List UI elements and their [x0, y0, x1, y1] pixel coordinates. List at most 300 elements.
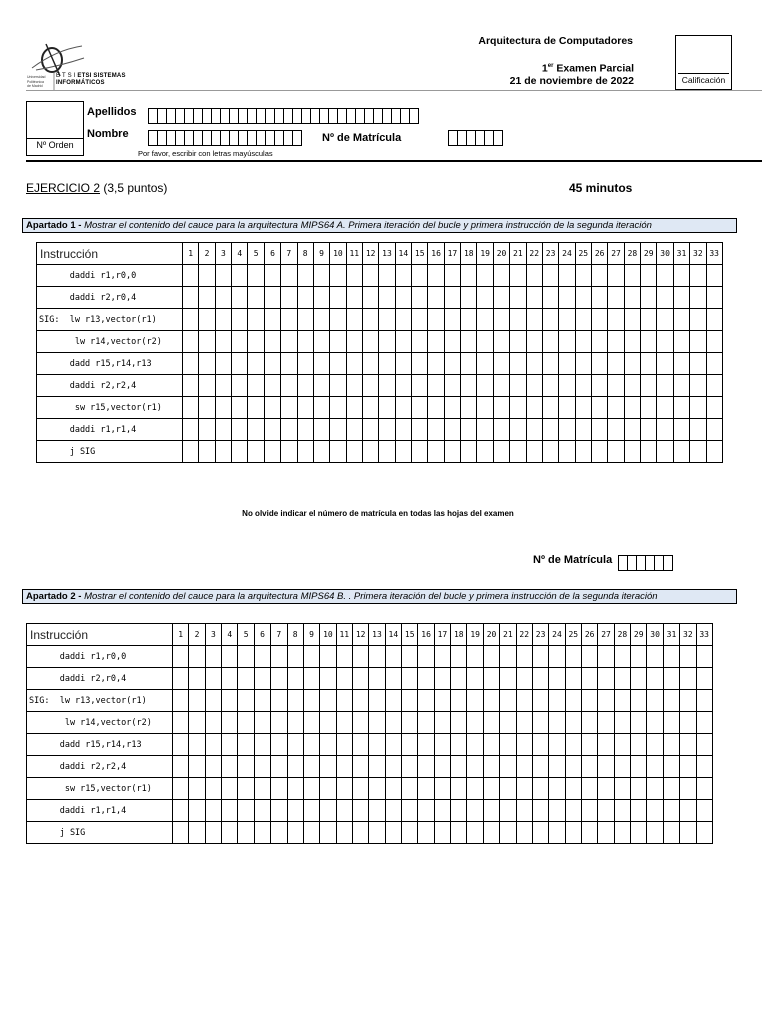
stage-cell[interactable] [608, 419, 624, 441]
stage-cell[interactable] [271, 734, 287, 756]
stage-cell[interactable] [385, 822, 401, 844]
stage-cell[interactable] [624, 287, 640, 309]
stage-cell[interactable] [248, 419, 264, 441]
stage-cell[interactable] [500, 800, 516, 822]
stage-cell[interactable] [232, 331, 248, 353]
stage-cell[interactable] [663, 712, 679, 734]
stage-cell[interactable] [199, 265, 215, 287]
stage-cell[interactable] [173, 800, 189, 822]
stage-cell[interactable] [330, 265, 346, 287]
stage-cell[interactable] [320, 800, 336, 822]
stage-cell[interactable] [238, 778, 254, 800]
stage-cell[interactable] [362, 309, 378, 331]
letter-cell[interactable] [663, 555, 673, 571]
stage-cell[interactable] [254, 756, 270, 778]
stage-cell[interactable] [696, 778, 712, 800]
stage-cell[interactable] [428, 419, 444, 441]
stage-cell[interactable] [641, 419, 657, 441]
stage-cell[interactable] [516, 778, 532, 800]
stage-cell[interactable] [706, 375, 722, 397]
stage-cell[interactable] [467, 822, 483, 844]
stage-cell[interactable] [657, 331, 673, 353]
stage-cell[interactable] [680, 778, 696, 800]
stage-cell[interactable] [254, 734, 270, 756]
stage-cell[interactable] [690, 441, 706, 463]
stage-cell[interactable] [444, 287, 460, 309]
stage-cell[interactable] [500, 668, 516, 690]
stage-cell[interactable] [657, 419, 673, 441]
stage-cell[interactable] [232, 441, 248, 463]
stage-cell[interactable] [222, 734, 238, 756]
stage-cell[interactable] [598, 734, 614, 756]
stage-cell[interactable] [402, 734, 418, 756]
stage-cell[interactable] [510, 331, 526, 353]
stage-cell[interactable] [516, 668, 532, 690]
stage-cell[interactable] [673, 441, 689, 463]
stage-cell[interactable] [287, 778, 303, 800]
stage-cell[interactable] [647, 646, 663, 668]
stage-cell[interactable] [412, 419, 428, 441]
stage-cell[interactable] [549, 734, 565, 756]
stage-cell[interactable] [248, 265, 264, 287]
stage-cell[interactable] [434, 756, 450, 778]
stage-cell[interactable] [532, 756, 548, 778]
stage-cell[interactable] [516, 822, 532, 844]
stage-cell[interactable] [690, 331, 706, 353]
stage-cell[interactable] [320, 712, 336, 734]
stage-cell[interactable] [418, 778, 434, 800]
stage-cell[interactable] [369, 822, 385, 844]
stage-cell[interactable] [565, 668, 581, 690]
stage-cell[interactable] [631, 690, 647, 712]
stage-cell[interactable] [614, 734, 630, 756]
stage-cell[interactable] [271, 778, 287, 800]
stage-cell[interactable] [706, 397, 722, 419]
stage-cell[interactable] [352, 756, 368, 778]
stage-cell[interactable] [663, 778, 679, 800]
stage-cell[interactable] [395, 287, 411, 309]
stage-cell[interactable] [526, 375, 542, 397]
stage-cell[interactable] [412, 353, 428, 375]
stage-cell[interactable] [297, 397, 313, 419]
stage-cell[interactable] [428, 331, 444, 353]
stage-cell[interactable] [510, 419, 526, 441]
stage-cell[interactable] [647, 800, 663, 822]
stage-cell[interactable] [313, 287, 329, 309]
stage-cell[interactable] [483, 668, 499, 690]
stage-cell[interactable] [631, 668, 647, 690]
stage-cell[interactable] [542, 287, 558, 309]
stage-cell[interactable] [205, 800, 221, 822]
stage-cell[interactable] [516, 734, 532, 756]
stage-cell[interactable] [402, 712, 418, 734]
stage-cell[interactable] [287, 822, 303, 844]
stage-cell[interactable] [346, 419, 362, 441]
stage-cell[interactable] [222, 646, 238, 668]
stage-cell[interactable] [483, 734, 499, 756]
stage-cell[interactable] [434, 668, 450, 690]
stage-cell[interactable] [379, 419, 395, 441]
stage-cell[interactable] [690, 419, 706, 441]
stage-cell[interactable] [412, 309, 428, 331]
stage-cell[interactable] [434, 800, 450, 822]
stage-cell[interactable] [346, 441, 362, 463]
stage-cell[interactable] [369, 778, 385, 800]
stage-cell[interactable] [352, 668, 368, 690]
stage-cell[interactable] [379, 309, 395, 331]
stage-cell[interactable] [232, 287, 248, 309]
stage-cell[interactable] [287, 668, 303, 690]
stage-cell[interactable] [215, 397, 231, 419]
stage-cell[interactable] [706, 309, 722, 331]
stage-cell[interactable] [402, 668, 418, 690]
stage-cell[interactable] [657, 441, 673, 463]
stage-cell[interactable] [183, 287, 199, 309]
stage-cell[interactable] [444, 353, 460, 375]
stage-cell[interactable] [385, 646, 401, 668]
stage-cell[interactable] [330, 331, 346, 353]
stage-cell[interactable] [238, 800, 254, 822]
stage-cell[interactable] [690, 287, 706, 309]
stage-cell[interactable] [451, 822, 467, 844]
stage-cell[interactable] [215, 375, 231, 397]
stage-cell[interactable] [696, 712, 712, 734]
stage-cell[interactable] [303, 778, 319, 800]
matricula-field-2[interactable] [618, 555, 672, 571]
stage-cell[interactable] [706, 441, 722, 463]
stage-cell[interactable] [608, 309, 624, 331]
stage-cell[interactable] [565, 756, 581, 778]
stage-cell[interactable] [248, 441, 264, 463]
stage-cell[interactable] [385, 800, 401, 822]
stage-cell[interactable] [624, 265, 640, 287]
stage-cell[interactable] [581, 734, 597, 756]
stage-cell[interactable] [369, 668, 385, 690]
stage-cell[interactable] [313, 375, 329, 397]
stage-cell[interactable] [575, 287, 591, 309]
stage-cell[interactable] [412, 287, 428, 309]
stage-cell[interactable] [614, 778, 630, 800]
stage-cell[interactable] [248, 331, 264, 353]
stage-cell[interactable] [369, 800, 385, 822]
stage-cell[interactable] [575, 353, 591, 375]
stage-cell[interactable] [395, 353, 411, 375]
stage-cell[interactable] [542, 375, 558, 397]
stage-cell[interactable] [467, 646, 483, 668]
stage-cell[interactable] [330, 441, 346, 463]
stage-cell[interactable] [624, 441, 640, 463]
stage-cell[interactable] [205, 822, 221, 844]
stage-cell[interactable] [418, 712, 434, 734]
stage-cell[interactable] [362, 441, 378, 463]
stage-cell[interactable] [297, 375, 313, 397]
stage-cell[interactable] [532, 800, 548, 822]
stage-cell[interactable] [477, 441, 493, 463]
stage-cell[interactable] [444, 265, 460, 287]
stage-cell[interactable] [631, 734, 647, 756]
stage-cell[interactable] [696, 690, 712, 712]
stage-cell[interactable] [641, 265, 657, 287]
stage-cell[interactable] [598, 712, 614, 734]
orden-box[interactable] [26, 101, 84, 156]
stage-cell[interactable] [542, 441, 558, 463]
stage-cell[interactable] [303, 668, 319, 690]
stage-cell[interactable] [526, 397, 542, 419]
stage-cell[interactable] [608, 353, 624, 375]
stage-cell[interactable] [402, 778, 418, 800]
stage-cell[interactable] [173, 756, 189, 778]
stage-cell[interactable] [254, 668, 270, 690]
stage-cell[interactable] [591, 353, 607, 375]
stage-cell[interactable] [549, 822, 565, 844]
stage-cell[interactable] [281, 265, 297, 287]
stage-cell[interactable] [647, 778, 663, 800]
stage-cell[interactable] [559, 287, 575, 309]
stage-cell[interactable] [641, 353, 657, 375]
stage-cell[interactable] [663, 646, 679, 668]
stage-cell[interactable] [352, 712, 368, 734]
stage-cell[interactable] [673, 331, 689, 353]
stage-cell[interactable] [379, 353, 395, 375]
stage-cell[interactable] [232, 353, 248, 375]
stage-cell[interactable] [320, 646, 336, 668]
stage-cell[interactable] [271, 690, 287, 712]
stage-cell[interactable] [444, 309, 460, 331]
stage-cell[interactable] [575, 375, 591, 397]
stage-cell[interactable] [581, 822, 597, 844]
stage-cell[interactable] [663, 668, 679, 690]
stage-cell[interactable] [641, 375, 657, 397]
stage-cell[interactable] [173, 646, 189, 668]
stage-cell[interactable] [598, 822, 614, 844]
stage-cell[interactable] [663, 734, 679, 756]
stage-cell[interactable] [369, 712, 385, 734]
stage-cell[interactable] [379, 265, 395, 287]
stage-cell[interactable] [183, 375, 199, 397]
stage-cell[interactable] [493, 287, 509, 309]
stage-cell[interactable] [199, 353, 215, 375]
stage-cell[interactable] [673, 287, 689, 309]
stage-cell[interactable] [199, 331, 215, 353]
stage-cell[interactable] [680, 668, 696, 690]
stage-cell[interactable] [598, 690, 614, 712]
stage-cell[interactable] [352, 734, 368, 756]
stage-cell[interactable] [591, 441, 607, 463]
stage-cell[interactable] [352, 778, 368, 800]
stage-cell[interactable] [591, 287, 607, 309]
stage-cell[interactable] [199, 419, 215, 441]
stage-cell[interactable] [581, 800, 597, 822]
stage-cell[interactable] [624, 331, 640, 353]
stage-cell[interactable] [222, 690, 238, 712]
stage-cell[interactable] [477, 353, 493, 375]
stage-cell[interactable] [264, 397, 280, 419]
stage-cell[interactable] [493, 265, 509, 287]
stage-cell[interactable] [614, 756, 630, 778]
stage-cell[interactable] [608, 441, 624, 463]
stage-cell[interactable] [591, 331, 607, 353]
stage-cell[interactable] [362, 265, 378, 287]
stage-cell[interactable] [362, 397, 378, 419]
stage-cell[interactable] [500, 646, 516, 668]
stage-cell[interactable] [500, 712, 516, 734]
stage-cell[interactable] [559, 331, 575, 353]
stage-cell[interactable] [690, 397, 706, 419]
stage-cell[interactable] [532, 778, 548, 800]
stage-cell[interactable] [461, 375, 477, 397]
stage-cell[interactable] [418, 756, 434, 778]
stage-cell[interactable] [467, 778, 483, 800]
stage-cell[interactable] [412, 331, 428, 353]
stage-cell[interactable] [575, 265, 591, 287]
stage-cell[interactable] [624, 419, 640, 441]
stage-cell[interactable] [680, 646, 696, 668]
stage-cell[interactable] [215, 265, 231, 287]
stage-cell[interactable] [264, 309, 280, 331]
stage-cell[interactable] [696, 800, 712, 822]
stage-cell[interactable] [631, 822, 647, 844]
stage-cell[interactable] [189, 800, 205, 822]
stage-cell[interactable] [461, 309, 477, 331]
stage-cell[interactable] [451, 756, 467, 778]
stage-cell[interactable] [673, 309, 689, 331]
stage-cell[interactable] [631, 712, 647, 734]
stage-cell[interactable] [493, 441, 509, 463]
stage-cell[interactable] [232, 265, 248, 287]
stage-cell[interactable] [696, 734, 712, 756]
stage-cell[interactable] [673, 265, 689, 287]
stage-cell[interactable] [641, 331, 657, 353]
matricula-field[interactable] [448, 130, 502, 146]
stage-cell[interactable] [254, 712, 270, 734]
stage-cell[interactable] [516, 800, 532, 822]
stage-cell[interactable] [281, 397, 297, 419]
stage-cell[interactable] [428, 265, 444, 287]
stage-cell[interactable] [369, 734, 385, 756]
stage-cell[interactable] [559, 309, 575, 331]
stage-cell[interactable] [238, 822, 254, 844]
stage-cell[interactable] [222, 712, 238, 734]
stage-cell[interactable] [690, 353, 706, 375]
stage-cell[interactable] [598, 646, 614, 668]
stage-cell[interactable] [690, 375, 706, 397]
stage-cell[interactable] [559, 441, 575, 463]
stage-cell[interactable] [581, 778, 597, 800]
stage-cell[interactable] [614, 668, 630, 690]
stage-cell[interactable] [510, 265, 526, 287]
stage-cell[interactable] [663, 800, 679, 822]
stage-cell[interactable] [575, 309, 591, 331]
stage-cell[interactable] [608, 287, 624, 309]
stage-cell[interactable] [614, 646, 630, 668]
stage-cell[interactable] [199, 287, 215, 309]
stage-cell[interactable] [526, 441, 542, 463]
stage-cell[interactable] [673, 375, 689, 397]
stage-cell[interactable] [336, 734, 352, 756]
stage-cell[interactable] [608, 397, 624, 419]
stage-cell[interactable] [500, 690, 516, 712]
stage-cell[interactable] [598, 756, 614, 778]
stage-cell[interactable] [428, 441, 444, 463]
stage-cell[interactable] [254, 690, 270, 712]
stage-cell[interactable] [510, 309, 526, 331]
stage-cell[interactable] [428, 353, 444, 375]
stage-cell[interactable] [428, 397, 444, 419]
stage-cell[interactable] [189, 756, 205, 778]
stage-cell[interactable] [238, 756, 254, 778]
stage-cell[interactable] [303, 800, 319, 822]
stage-cell[interactable] [706, 353, 722, 375]
stage-cell[interactable] [483, 800, 499, 822]
stage-cell[interactable] [477, 265, 493, 287]
stage-cell[interactable] [385, 778, 401, 800]
stage-cell[interactable] [614, 712, 630, 734]
stage-cell[interactable] [281, 309, 297, 331]
stage-cell[interactable] [320, 668, 336, 690]
stage-cell[interactable] [395, 397, 411, 419]
stage-cell[interactable] [657, 353, 673, 375]
stage-cell[interactable] [542, 265, 558, 287]
stage-cell[interactable] [575, 419, 591, 441]
stage-cell[interactable] [477, 331, 493, 353]
stage-cell[interactable] [313, 309, 329, 331]
stage-cell[interactable] [395, 331, 411, 353]
nombre-field[interactable] [148, 130, 301, 146]
stage-cell[interactable] [222, 822, 238, 844]
stage-cell[interactable] [385, 668, 401, 690]
stage-cell[interactable] [647, 822, 663, 844]
stage-cell[interactable] [346, 265, 362, 287]
stage-cell[interactable] [281, 441, 297, 463]
stage-cell[interactable] [385, 734, 401, 756]
stage-cell[interactable] [631, 646, 647, 668]
stage-cell[interactable] [526, 265, 542, 287]
stage-cell[interactable] [647, 756, 663, 778]
stage-cell[interactable] [542, 419, 558, 441]
stage-cell[interactable] [614, 800, 630, 822]
stage-cell[interactable] [483, 690, 499, 712]
stage-cell[interactable] [591, 265, 607, 287]
stage-cell[interactable] [173, 668, 189, 690]
stage-cell[interactable] [631, 778, 647, 800]
stage-cell[interactable] [631, 800, 647, 822]
stage-cell[interactable] [336, 690, 352, 712]
stage-cell[interactable] [591, 419, 607, 441]
stage-cell[interactable] [412, 375, 428, 397]
stage-cell[interactable] [385, 690, 401, 712]
stage-cell[interactable] [336, 778, 352, 800]
stage-cell[interactable] [412, 265, 428, 287]
stage-cell[interactable] [581, 646, 597, 668]
stage-cell[interactable] [248, 353, 264, 375]
stage-cell[interactable] [565, 646, 581, 668]
stage-cell[interactable] [434, 690, 450, 712]
stage-cell[interactable] [222, 668, 238, 690]
stage-cell[interactable] [467, 800, 483, 822]
stage-cell[interactable] [500, 756, 516, 778]
stage-cell[interactable] [248, 375, 264, 397]
stage-cell[interactable] [205, 756, 221, 778]
stage-cell[interactable] [641, 309, 657, 331]
stage-cell[interactable] [663, 756, 679, 778]
stage-cell[interactable] [434, 646, 450, 668]
stage-cell[interactable] [542, 397, 558, 419]
stage-cell[interactable] [690, 309, 706, 331]
stage-cell[interactable] [614, 690, 630, 712]
stage-cell[interactable] [428, 309, 444, 331]
stage-cell[interactable] [395, 375, 411, 397]
stage-cell[interactable] [647, 690, 663, 712]
